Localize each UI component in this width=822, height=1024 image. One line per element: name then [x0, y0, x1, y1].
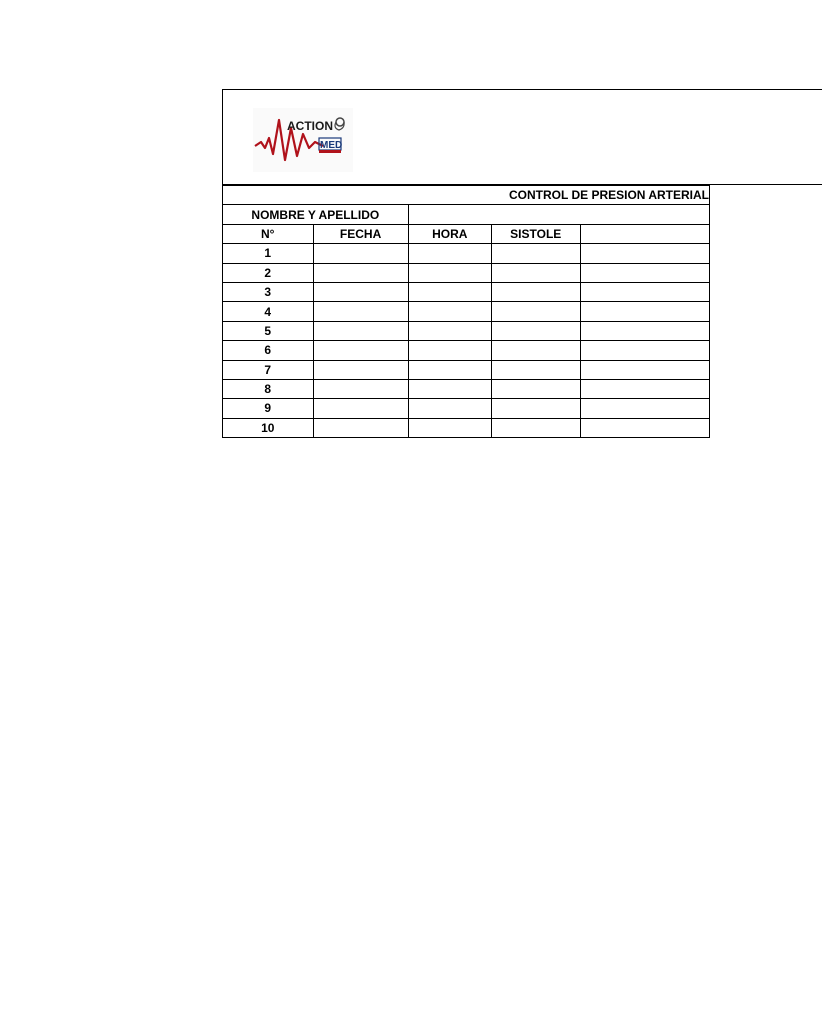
form-header	[222, 89, 822, 185]
sistole-cell[interactable]	[491, 302, 580, 321]
table-row	[223, 282, 710, 301]
row-number: 5	[223, 321, 314, 340]
hora-cell[interactable]	[408, 399, 491, 418]
col-header-extra	[580, 224, 709, 243]
extra-cell[interactable]	[580, 302, 709, 321]
pressure-table	[222, 185, 710, 438]
actionmed-logo	[253, 108, 353, 172]
col-header-fecha: FECHA	[313, 224, 408, 243]
table-row	[223, 341, 710, 360]
extra-cell[interactable]	[580, 360, 709, 379]
sistole-cell[interactable]	[491, 341, 580, 360]
sistole-cell[interactable]	[491, 379, 580, 398]
fecha-cell[interactable]	[313, 360, 408, 379]
hora-cell[interactable]	[408, 244, 491, 263]
row-number: 3	[223, 282, 314, 301]
name-input-cell[interactable]	[408, 205, 709, 224]
fecha-cell[interactable]	[313, 302, 408, 321]
table-row	[223, 321, 710, 340]
row-number: 2	[223, 263, 314, 282]
col-header-hora: HORA	[408, 224, 491, 243]
fecha-cell[interactable]	[313, 321, 408, 340]
sistole-cell[interactable]	[491, 263, 580, 282]
form-title: CONTROL DE PRESION ARTERIAL	[223, 186, 710, 205]
header-row	[223, 224, 710, 243]
col-header-sistole: SISTOLE	[491, 224, 580, 243]
extra-cell[interactable]	[580, 341, 709, 360]
extra-cell[interactable]	[580, 244, 709, 263]
fecha-cell[interactable]	[313, 263, 408, 282]
hora-cell[interactable]	[408, 321, 491, 340]
hora-cell[interactable]	[408, 379, 491, 398]
sistole-cell[interactable]	[491, 244, 580, 263]
table-row	[223, 379, 710, 398]
sistole-cell[interactable]	[491, 282, 580, 301]
extra-cell[interactable]	[580, 379, 709, 398]
sistole-cell[interactable]	[491, 418, 580, 437]
fecha-cell[interactable]	[313, 418, 408, 437]
row-number: 9	[223, 399, 314, 418]
name-label: NOMBRE Y APELLIDO	[223, 205, 409, 224]
hora-cell[interactable]	[408, 263, 491, 282]
row-number: 10	[223, 418, 314, 437]
hora-cell[interactable]	[408, 360, 491, 379]
row-number: 8	[223, 379, 314, 398]
row-number: 1	[223, 244, 314, 263]
blood-pressure-form	[222, 89, 710, 439]
sistole-cell[interactable]	[491, 321, 580, 340]
row-number: 6	[223, 341, 314, 360]
col-header-number: N°	[223, 224, 314, 243]
table-row	[223, 263, 710, 282]
name-row	[223, 205, 710, 224]
extra-cell[interactable]	[580, 282, 709, 301]
fecha-cell[interactable]	[313, 399, 408, 418]
fecha-cell[interactable]	[313, 282, 408, 301]
title-row	[223, 186, 710, 205]
table-row	[223, 244, 710, 263]
sistole-cell[interactable]	[491, 399, 580, 418]
logo-word-action: ACTION	[287, 119, 333, 133]
row-number: 7	[223, 360, 314, 379]
table-row	[223, 399, 710, 418]
extra-cell[interactable]	[580, 321, 709, 340]
sistole-cell[interactable]	[491, 360, 580, 379]
fecha-cell[interactable]	[313, 244, 408, 263]
table-row	[223, 360, 710, 379]
hora-cell[interactable]	[408, 341, 491, 360]
hora-cell[interactable]	[408, 282, 491, 301]
table-row	[223, 302, 710, 321]
actionmed-logo-icon	[253, 108, 353, 172]
table-row	[223, 418, 710, 437]
extra-cell[interactable]	[580, 263, 709, 282]
hora-cell[interactable]	[408, 302, 491, 321]
fecha-cell[interactable]	[313, 341, 408, 360]
extra-cell[interactable]	[580, 418, 709, 437]
fecha-cell[interactable]	[313, 379, 408, 398]
hora-cell[interactable]	[408, 418, 491, 437]
extra-cell[interactable]	[580, 399, 709, 418]
row-number: 4	[223, 302, 314, 321]
logo-word-med: MED	[320, 140, 343, 151]
